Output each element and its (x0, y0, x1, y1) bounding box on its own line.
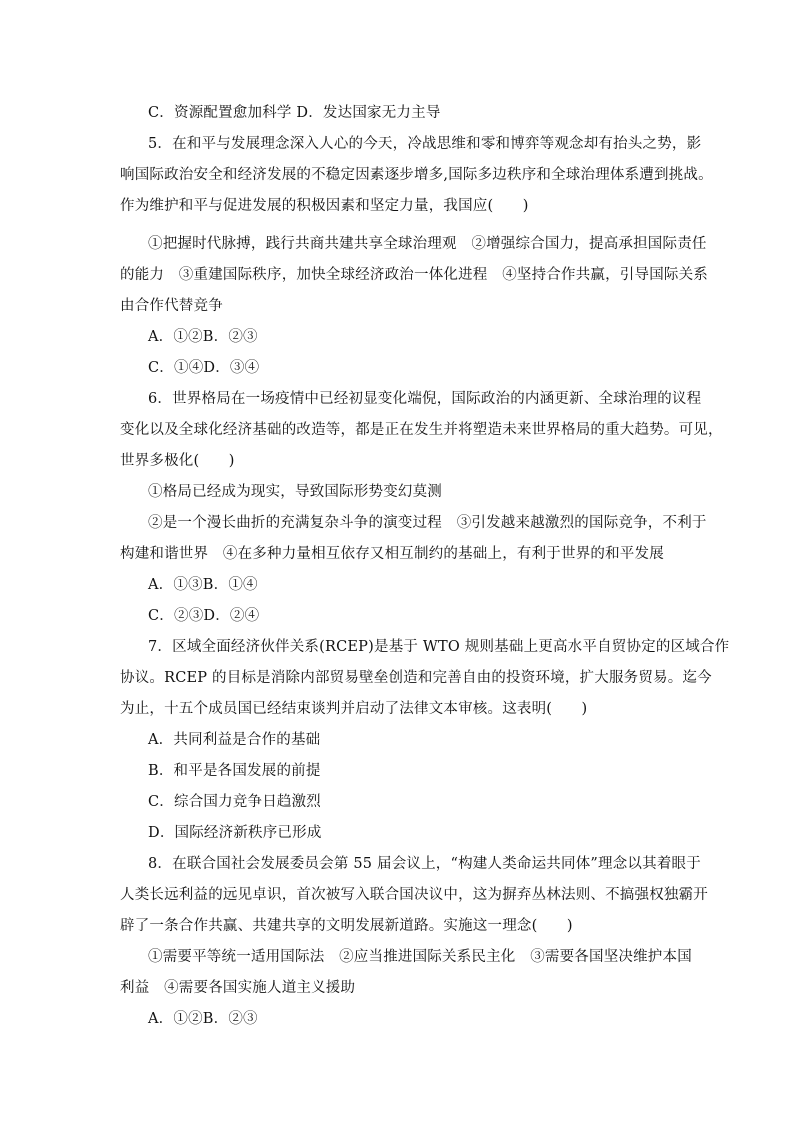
q6-stem-line-3: 世界多极化( ) (120, 453, 235, 469)
q6-statement-1: ①格局已经成为现实，导致国际形势变幻莫测 (148, 484, 442, 500)
q7-option-a: A．共同利益是合作的基础 (148, 732, 321, 748)
q5-stem-line-1: 5．在和平与发展理念深入人心的今天，冷战思维和零和博弈等观念却有抬头之势，影 (148, 136, 702, 152)
q8-stem-line-3: 辟了一条合作共赢、共建共享的文明发展新道路。实施这一理念( ) (120, 918, 573, 934)
q6-statements-line-3: 构建和谐世界 ④在多种力量相互依存又相互制约的基础上，有利于世界的和平发展 (120, 546, 664, 562)
q8-stem-line-1: 8．在联合国社会发展委员会第 55 届会议上，“构建人类命运共同体”理念以其着眼于 (148, 856, 701, 872)
q5-option-ab: A．①②B．②③ (148, 329, 258, 345)
q6-statements-line-2: ②是一个漫长曲折的充满复杂斗争的演变过程 ③引发越来越激烈的国际竞争，不利于 (148, 515, 707, 531)
q8-option-ab: A．①②B．②③ (148, 1011, 258, 1027)
q6-stem-line-1: 6．世界格局在一场疫情中已经初显变化端倪，国际政治的内涵更新、全球治理的议程 (148, 391, 702, 407)
q8-statements-line-2: 利益 ④需要各国实施人道主义援助 (120, 980, 356, 996)
q7-option-c: C．综合国力竞争日趋激烈 (148, 794, 321, 810)
q7-option-d: D．国际经济新秩序已形成 (148, 825, 322, 841)
q4-option-cd: C．资源配置愈加科学 D．发达国家无力主导 (148, 105, 441, 121)
q5-stem-line-3: 作为维护和平与促进发展的积极因素和坚定力量，我国应( ) (120, 198, 529, 214)
q7-stem-line-3: 为止，十五个成员国已经结束谈判并启动了法律文本审核。这表明( ) (120, 701, 588, 717)
q7-stem-line-1: 7．区域全面经济伙伴关系(RCEP)是基于 WTO 规则基础上更高水平自贸协定的区域合作 (148, 639, 730, 655)
q5-statements-line-2: 的能力 ③重建国际秩序，加快全球经济政治一体化进程 ④坚持合作共赢，引导国际关系 (120, 267, 708, 283)
q5-statements-line-1: ①把握时代脉搏，践行共商共建共享全球治理观 ②增强综合国力，提高承担国际责任 (148, 236, 707, 252)
q6-stem-line-2: 变化以及全球化经济基础的改造等，都是正在发生并将塑造未来世界格局的重大趋势。可见， (120, 422, 723, 438)
q5-option-cd: C．①④D．③④ (148, 360, 260, 376)
q5-statements-line-3: 由合作代替竞争 (120, 298, 223, 314)
q5-stem-line-2: 响国际政治安全和经济发展的不稳定因素逐步增多,国际多边秩序和全球治理体系遭到挑战。 (120, 167, 713, 183)
q8-stem-line-2: 人类长远利益的远见卓识，首次被写入联合国决议中，这为摒弃丛林法则、不搞强权独霸开 (120, 887, 708, 903)
q7-stem-line-2: 协议。RCEP 的目标是消除内部贸易壁垒创造和完善自由的投资环境，扩大服务贸易。迄今 (120, 670, 712, 686)
q6-option-cd: C．②③D．②④ (148, 608, 260, 624)
q7-option-b: B．和平是各国发展的前提 (148, 763, 321, 779)
q6-option-ab: A．①③B．①④ (148, 577, 258, 593)
q8-statements-line-1: ①需要平等统一适用国际法 ②应当推进国际关系民主化 ③需要各国坚决维护本国 (148, 949, 692, 965)
